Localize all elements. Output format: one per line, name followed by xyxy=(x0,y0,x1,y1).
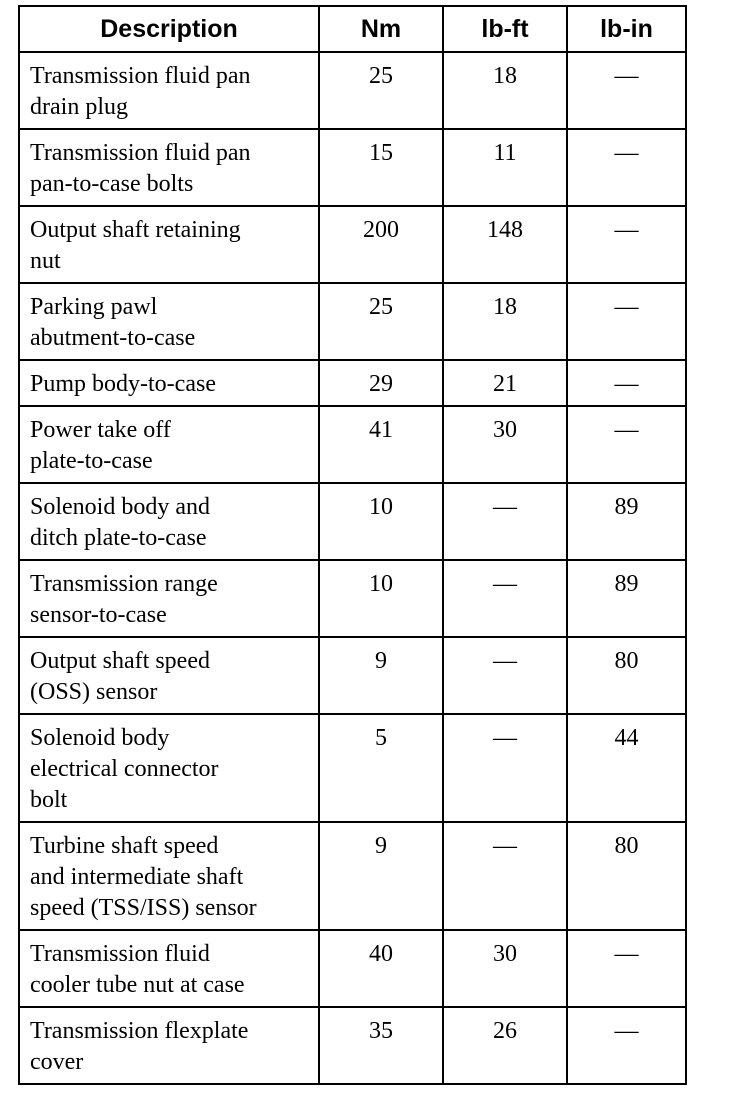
nm-cell: 10 xyxy=(319,560,443,637)
description-line: pan-to-case bolts xyxy=(30,171,194,197)
description-cell xyxy=(19,52,319,129)
lb-in-cell: — xyxy=(567,52,686,129)
lb-ft-cell: — xyxy=(443,637,567,714)
table-body xyxy=(19,52,686,1084)
description-line: speed (TSS/ISS) sensor xyxy=(30,895,257,921)
lb-ft-cell: 11 xyxy=(443,129,567,206)
nm-cell: 25 xyxy=(319,52,443,129)
description-line: drain plug xyxy=(30,94,128,120)
table-row xyxy=(19,206,686,283)
table-row xyxy=(19,822,686,930)
lb-ft-cell: 30 xyxy=(443,406,567,483)
nm-cell: 5 xyxy=(319,714,443,822)
column-header-lb-in: lb-in xyxy=(567,6,686,52)
table-row xyxy=(19,1007,686,1084)
description-cell xyxy=(19,283,319,360)
lb-ft-cell: 148 xyxy=(443,206,567,283)
lb-in-cell: — xyxy=(567,283,686,360)
lb-ft-cell: 26 xyxy=(443,1007,567,1084)
description-line: Solenoid body xyxy=(30,725,170,751)
table-row xyxy=(19,637,686,714)
description-line: Turbine shaft speed xyxy=(30,833,219,859)
table-row xyxy=(19,283,686,360)
lb-ft-cell: — xyxy=(443,483,567,560)
description-cell xyxy=(19,406,319,483)
lb-ft-cell: 30 xyxy=(443,930,567,1007)
description-line: abutment-to-case xyxy=(30,325,196,351)
description-cell xyxy=(19,637,319,714)
description-line: Output shaft retaining xyxy=(30,217,241,243)
table-row xyxy=(19,52,686,129)
description-line: electrical connector xyxy=(30,756,219,782)
description-line: bolt xyxy=(30,787,68,813)
nm-cell: 35 xyxy=(319,1007,443,1084)
nm-cell: 41 xyxy=(319,406,443,483)
lb-ft-cell: — xyxy=(443,714,567,822)
description-line: Transmission fluid pan xyxy=(30,140,251,166)
lb-in-cell: — xyxy=(567,206,686,283)
lb-in-cell: 44 xyxy=(567,714,686,822)
lb-in-cell: — xyxy=(567,129,686,206)
lb-ft-cell: 18 xyxy=(443,283,567,360)
description-line: plate-to-case xyxy=(30,448,153,474)
table-row xyxy=(19,930,686,1007)
description-line: Pump body-to-case xyxy=(30,371,216,397)
column-header-nm: Nm xyxy=(319,6,443,52)
lb-in-cell: 89 xyxy=(567,483,686,560)
description-line: Transmission range xyxy=(30,571,218,597)
nm-cell: 9 xyxy=(319,637,443,714)
torque-specification-table xyxy=(18,5,687,1085)
description-line: sensor-to-case xyxy=(30,602,167,628)
nm-cell: 15 xyxy=(319,129,443,206)
description-line: and intermediate shaft xyxy=(30,864,244,890)
lb-in-cell: 80 xyxy=(567,637,686,714)
description-line: (OSS) sensor xyxy=(30,679,158,705)
description-cell xyxy=(19,560,319,637)
nm-cell: 25 xyxy=(319,283,443,360)
description-line: Transmission fluid xyxy=(30,941,210,967)
description-line: ditch plate-to-case xyxy=(30,525,207,551)
description-cell xyxy=(19,483,319,560)
header-row xyxy=(19,6,686,52)
table-row xyxy=(19,714,686,822)
table-row xyxy=(19,483,686,560)
description-line: Solenoid body and xyxy=(30,494,210,520)
description-line: Transmission fluid pan xyxy=(30,63,251,89)
description-line: nut xyxy=(30,248,61,274)
description-line: Parking pawl xyxy=(30,294,158,320)
description-cell xyxy=(19,1007,319,1084)
lb-ft-cell: — xyxy=(443,822,567,930)
description-line: Output shaft speed xyxy=(30,648,210,674)
column-header-lb-ft: lb-ft xyxy=(443,6,567,52)
table-row xyxy=(19,129,686,206)
nm-cell: 9 xyxy=(319,822,443,930)
lb-ft-cell: 21 xyxy=(443,360,567,406)
description-line: cooler tube nut at case xyxy=(30,972,245,998)
description-cell xyxy=(19,360,319,406)
table-row xyxy=(19,560,686,637)
column-header-description: Description xyxy=(19,6,319,52)
description-cell xyxy=(19,129,319,206)
description-cell xyxy=(19,714,319,822)
lb-ft-cell: 18 xyxy=(443,52,567,129)
nm-cell: 29 xyxy=(319,360,443,406)
lb-in-cell: — xyxy=(567,1007,686,1084)
nm-cell: 200 xyxy=(319,206,443,283)
lb-in-cell: 89 xyxy=(567,560,686,637)
description-line: Transmission flexplate xyxy=(30,1018,249,1044)
lb-ft-cell: — xyxy=(443,560,567,637)
lb-in-cell: 80 xyxy=(567,822,686,930)
table-row xyxy=(19,406,686,483)
nm-cell: 40 xyxy=(319,930,443,1007)
description-cell xyxy=(19,822,319,930)
table-row xyxy=(19,360,686,406)
description-cell xyxy=(19,930,319,1007)
table-header xyxy=(19,6,686,52)
lb-in-cell: — xyxy=(567,930,686,1007)
description-line: Power take off xyxy=(30,417,171,443)
lb-in-cell: — xyxy=(567,406,686,483)
nm-cell: 10 xyxy=(319,483,443,560)
description-line: cover xyxy=(30,1049,84,1075)
lb-in-cell: — xyxy=(567,360,686,406)
description-cell xyxy=(19,206,319,283)
